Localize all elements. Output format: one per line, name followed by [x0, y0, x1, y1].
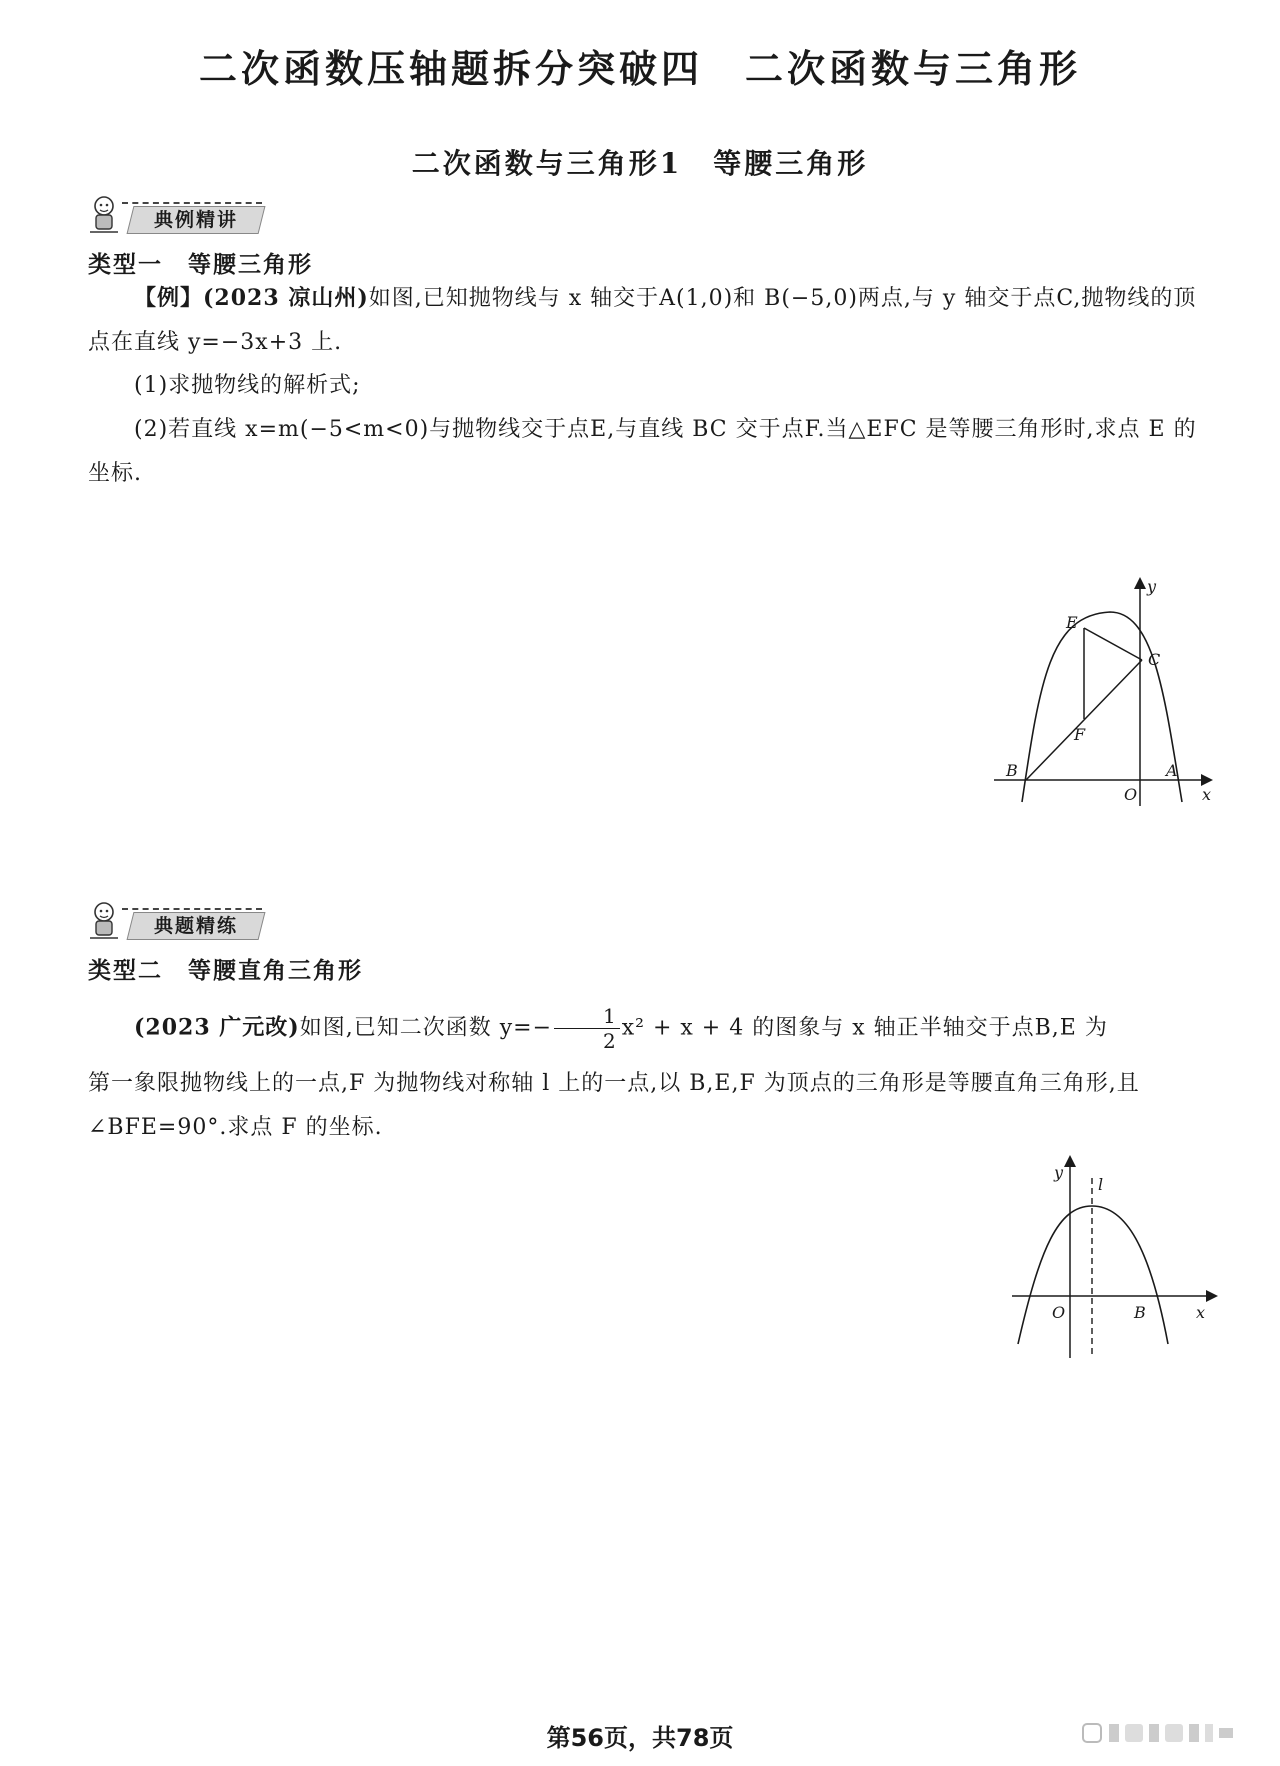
- label-F: F: [1074, 725, 1086, 744]
- banner-label: 典题精练: [153, 915, 238, 937]
- label-x: x: [1196, 1303, 1206, 1322]
- label-A: A: [1166, 761, 1178, 780]
- label-y: y: [1147, 577, 1157, 596]
- question-1: (1)求抛物线的解析式;: [134, 373, 361, 398]
- example-source: (2023 凉山州): [203, 285, 369, 311]
- question-2: (2)若直线 x=m(−5<m<0)与抛物线交于点E,与直线 BC 交于点F.当△EFC 是等腰三角形时,求点 E 的坐标.: [88, 417, 1197, 486]
- line-ec: [1084, 628, 1142, 660]
- page-footer: 第56页，共78页: [546, 1724, 734, 1752]
- label-E: E: [1066, 613, 1078, 632]
- practice-source: (2023 广元改): [134, 1014, 300, 1041]
- figure-parabola-triangle: [990, 570, 1220, 810]
- practice-line1: [88, 1004, 1213, 1053]
- example-label: 【例】: [134, 285, 204, 311]
- label-x: x: [1202, 785, 1212, 804]
- label-C: C: [1148, 650, 1161, 669]
- mascot-icon: [86, 192, 130, 236]
- fraction-one-half: [554, 1004, 620, 1053]
- parabola-curve: [1022, 612, 1182, 802]
- type-heading-2: 类型二 等腰直角三角形: [88, 958, 363, 984]
- example-banner: [86, 192, 266, 236]
- watermark-logo: [1081, 1720, 1236, 1746]
- figure-parabola-axis: [1010, 1148, 1220, 1366]
- practice-line2: 第一象限抛物线上的一点,F 为抛物线对称轴 l 上的一点,以 B,E,F 为顶点的三角形是等腰直角三角形,且∠BFE=90°.求点 F 的坐标.: [88, 1071, 1140, 1140]
- section-subtitle: 二次函数与三角形1 等腰三角形: [411, 147, 869, 180]
- label-O: O: [1124, 785, 1138, 804]
- type-heading-1: 类型一 等腰三角形: [88, 252, 313, 278]
- mascot-icon: [86, 898, 130, 942]
- label-y: y: [1054, 1163, 1064, 1182]
- label-B: B: [1006, 761, 1018, 780]
- frac-denominator: 2: [603, 1029, 617, 1053]
- label-B: B: [1134, 1303, 1146, 1322]
- banner-label: 典例精讲: [153, 209, 238, 231]
- page-title: 二次函数压轴题拆分突破四 二次函数与三角形: [198, 46, 1081, 91]
- practice-banner: [86, 898, 266, 942]
- example-line1: 如图,已知抛物线与 x 轴交于A(1,0)和 B(−5,0)两点,与 y 轴交于点C,抛物线的顶点在直线 y=−3x+3 上.: [88, 286, 1197, 355]
- practice-text-b: x² + x + 4 的图象与 x 轴正半轴交于点B,E 为: [621, 1015, 1108, 1041]
- practice-text-a: 如图,已知二次函数 y=−: [299, 1015, 553, 1041]
- label-l: l: [1098, 1175, 1104, 1194]
- parabola-curve: [1018, 1206, 1168, 1344]
- frac-numerator: 1: [554, 1004, 620, 1029]
- example-problem-text: [88, 276, 1213, 365]
- label-O: O: [1052, 1303, 1066, 1322]
